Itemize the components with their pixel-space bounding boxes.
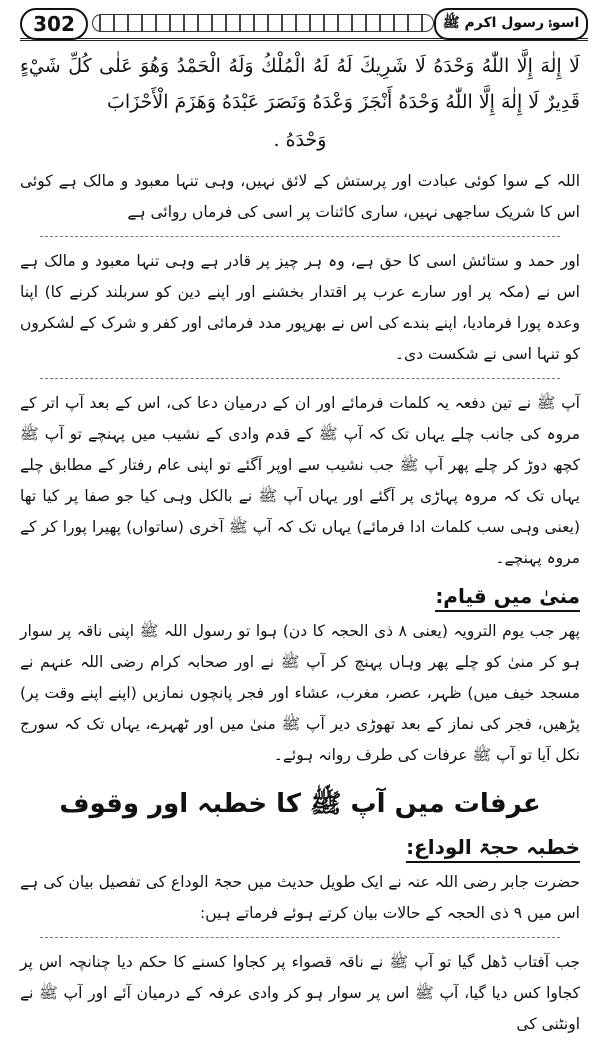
safa-marwa-paragraph: آپ ﷺ نے تین دفعہ یہ کلمات فرمائے اور ان کے درمیان دعا کی، اس کے بعد آپ اتر کے مروہ کی جانب چلے یہاں تک کہ آپ ﷺ کے قدم وادی کے نشیب میں پہنچے تو آپ ﷺ کچھ دوڑ کر چلے پھر آپ ﷺ جب نشیب سے اوپر آگئے تو اپنی عام رفتار کے مطابق چلے یہاں تک کہ مروہ پہاڑی پر آگئے اور یہاں آپ ﷺ نے بالکل وہی کیا جو صفا پر کیا تھا (یعنی وہی سب کلمات ادا فرمائے) یہاں تک کہ آپ ﷺ آخری (ساتواں) پھیرا پورا کر کے مروہ پہنچے۔ (20, 394, 580, 567)
arabic-dua-ending: وَحْدَهُ . (273, 129, 327, 151)
book-title: اسوۂ رسول اکرم ﷺ (434, 8, 588, 40)
page-header (20, 8, 588, 41)
arabic-dua: لَا إِلٰهَ إِلَّا اللّٰهُ وَحْدَهُ لَا شَرِيكَ لَهُ لَهُ الْمُلْكُ وَلَهُ الْحَمْدُ وَهُوَ عَلٰى كُلِّ شَيْءٍ قَدِيرٌ لَا إِلٰهَ إِلَّا اللّٰهُ وَحْدَهُ أَنْجَزَ وَعْدَهُ وَنَصَرَ عَبْدَهُ وَهَزَمَ الْأَحْزَابَ (20, 55, 580, 113)
decorative-border (92, 14, 434, 32)
arafat-heading: عرفات میں آپ ﷺ کا خطبہ اور وقوف (59, 789, 541, 819)
divider (40, 236, 560, 238)
qaswa-paragraph: جب آفتاب ڈھل گیا تو آپ ﷺ نے ناقہ قصواء پر کجاوا کسنے کا حکم دیا چنانچہ اس پر کجاوا کس دیا گیا، آپ ﷺ اس پر سوار ہو کر وادی عرفہ کے درمیان آئے اور آپ ﷺ نے اونٹنی کی (20, 953, 580, 1033)
mina-heading-text: منیٰ میں قیام: (435, 584, 580, 612)
translation-paragraph-2: اور حمد و ستائش اسی کا حق ہے، وہ ہر چیز پر قادر ہے وہی تنہا معبود و مالک ہے اس نے (مکہ پر اور سارے عرب پر اقتدار بخشنے اور اپنے دین کو سربلند کرنے کا) اپنا وعدہ پورا فرمادیا، اپنے بندے کی اس نے بھرپور مدد فرمائی اور کفر و شرک کے لشکروں کو تنہا اسی نے شکست دی۔ (20, 252, 580, 363)
divider (40, 937, 560, 939)
jabir-paragraph: حضرت جابر رضی اللہ عنہ نے ایک طویل حدیث میں حجۃ الوداع کی تفصیل بیان کی ہے اس میں ۹ ذی الحجہ کے حالات بیان کرتے ہوئے فرماتے ہیں: (20, 873, 580, 922)
translation-paragraph-1: اللہ کے سوا کوئی عبادت اور پرستش کے لائق نہیں، وہی تنہا معبود و مالک ہے کوئی اس کا شریک ساجھی نہیں، ساری کائنات پر اسی کی فرماں روائی ہے (20, 172, 580, 221)
khutba-heading-text: خطبہ حجۃ الوداع: (406, 835, 580, 863)
divider (40, 378, 560, 380)
page-content (20, 48, 580, 1048)
page-number: 302 (20, 8, 88, 40)
khutba-heading (20, 835, 580, 859)
mina-heading (20, 584, 580, 608)
mina-paragraph: پھر جب یوم الترویہ (یعنی ۸ ذی الحجہ کا دن) ہوا تو رسول اللہ ﷺ اپنی ناقہ پر سوار ہو کر منیٰ کو چلے پھر وہاں پہنچ کر آپ ﷺ نے اور صحابہ کرام رضی اللہ عنہم نے مسجد خیف میں) ظہر، عصر، مغرب، عشاء اور فجر پانچوں نمازیں (اپنے اپنے وقت پر) پڑھیں، فجر کی نماز کے بعد تھوڑی دیر آپ ﷺ منیٰ میں اور ٹھہرے، یہاں تک کہ سورج نکل آیا تو آپ ﷺ عرفات کی طرف روانہ ہوئے۔ (20, 622, 580, 764)
